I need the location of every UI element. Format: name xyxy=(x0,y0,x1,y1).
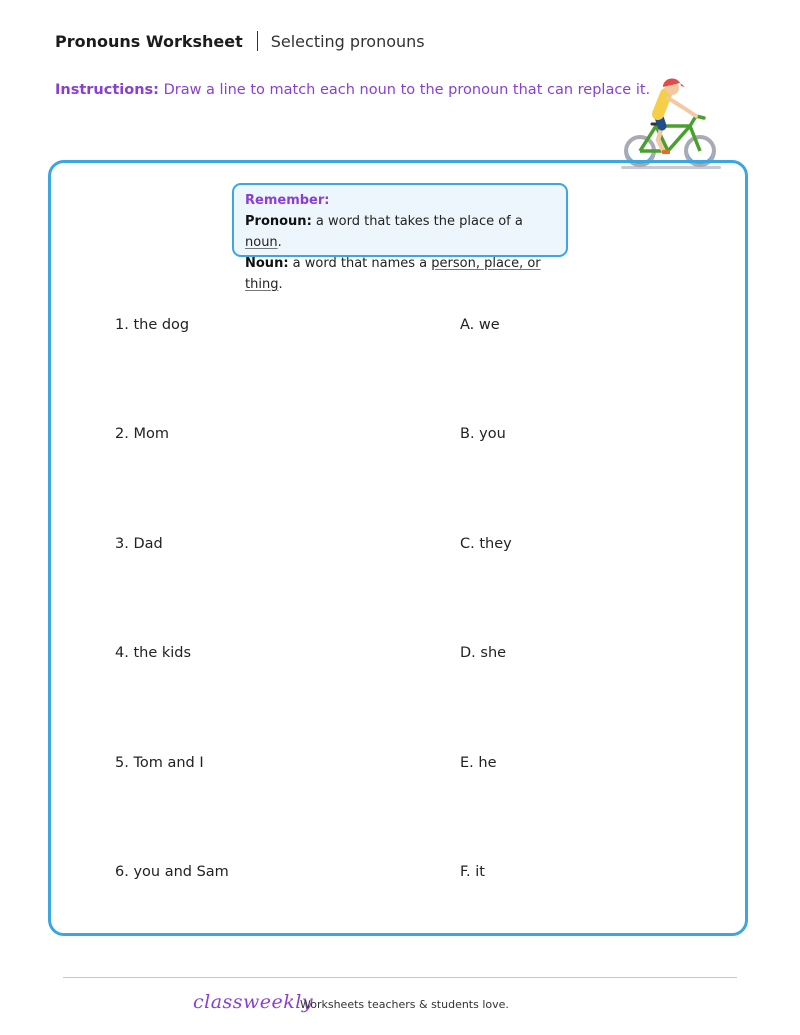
pronoun-definition xyxy=(245,211,555,253)
brand-logo: classweekly xyxy=(193,991,314,1013)
pronoun-def-period: . xyxy=(277,235,282,250)
noun-def-text: a word that names a xyxy=(292,256,428,271)
instructions-label: Instructions: xyxy=(55,82,159,98)
worksheet-header xyxy=(55,30,425,52)
noun-underlined: noun xyxy=(245,235,278,250)
pronoun-option-c[interactable]: C. they xyxy=(460,536,512,552)
pronoun-option-d[interactable]: D. she xyxy=(460,645,507,661)
remember-title: Remember: xyxy=(245,193,330,208)
pronoun-def-text: a word that takes the place of a xyxy=(315,214,523,229)
pronoun-option-a[interactable]: A. we xyxy=(460,317,500,333)
footer-divider xyxy=(63,977,737,978)
noun-item-5[interactable]: 5. Tom and I xyxy=(115,755,204,771)
footer-tagline: Worksheets teachers & students love. xyxy=(300,998,509,1011)
worksheet-title: Pronouns Worksheet xyxy=(55,31,243,51)
worksheet-subtitle: Selecting pronouns xyxy=(270,31,425,51)
remember-box xyxy=(232,183,568,292)
noun-item-2[interactable]: 2. Mom xyxy=(115,426,169,442)
pronoun-option-f[interactable]: F. it xyxy=(460,864,485,880)
instructions xyxy=(55,82,650,98)
noun-term: Noun: xyxy=(245,256,289,271)
noun-item-4[interactable]: 4. the kids xyxy=(115,645,192,661)
child-riding-bicycle-icon xyxy=(618,78,724,172)
title-separator xyxy=(257,31,258,51)
instructions-text: Draw a line to match each noun to the pronoun that can replace it. xyxy=(163,82,651,98)
pronoun-option-e[interactable]: E. he xyxy=(460,755,497,771)
pronoun-term: Pronoun: xyxy=(245,214,312,229)
noun-def-period: . xyxy=(278,277,283,292)
pronoun-option-b[interactable]: B. you xyxy=(460,426,506,442)
noun-item-3[interactable]: 3. Dad xyxy=(115,536,163,552)
noun-item-6[interactable]: 6. you and Sam xyxy=(115,864,229,880)
noun-definition xyxy=(245,253,555,295)
noun-item-1[interactable]: 1. the dog xyxy=(115,317,190,333)
person-place-thing-underlined: person, place, or thing xyxy=(245,256,541,292)
